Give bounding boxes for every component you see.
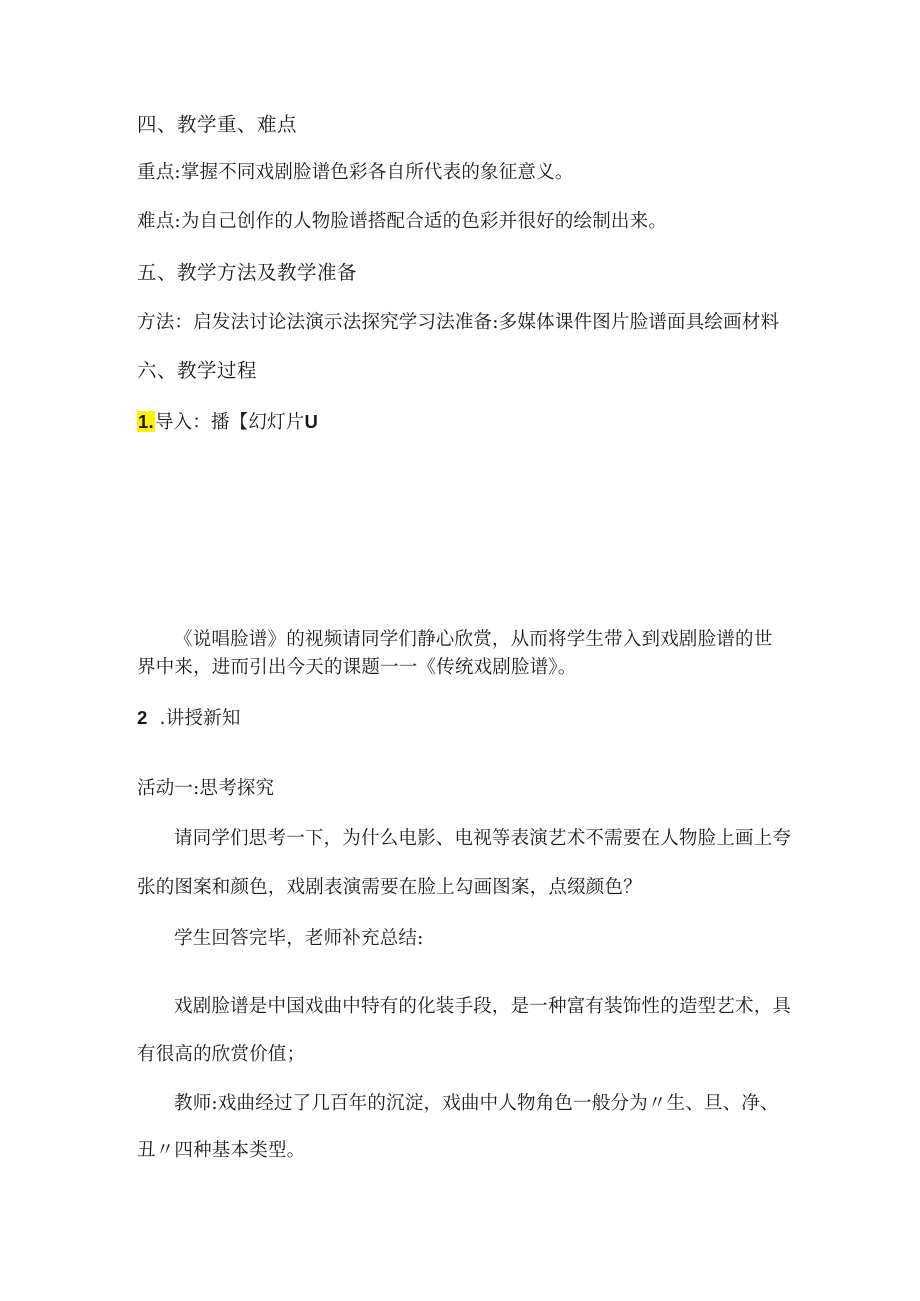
section-6-heading: 六、教学过程: [137, 359, 258, 382]
intro-paragraph-line-2: 界中来，进而引出今天的课题一一《传统戏剧脸谱》。: [137, 657, 577, 678]
activity-1-teacher-line-2: 丑〃四种基本类型。: [137, 1140, 306, 1161]
step-1-text: 导入：播【幻灯片: [154, 412, 305, 433]
step-1-line: [137, 410, 318, 435]
activity-1-title: 活动一:思考探究: [137, 778, 275, 799]
section-5-heading: 五、教学方法及教学准备: [137, 261, 358, 284]
step-1-tail: U: [304, 411, 319, 432]
step-2-line: [137, 706, 241, 731]
step-2-text: .讲授新知: [159, 708, 241, 729]
activity-1-teacher-line-1: 教师:戏曲经过了几百年的沉淀，戏曲中人物角色一般分为〃生、旦、净、: [174, 1093, 779, 1114]
activity-1-question-line-1: 请同学们思考一下，为什么电影、电视等表演艺术不需要在人物脸上画上夸: [174, 828, 792, 849]
activity-1-question-line-2: 张的图案和颜色，戏剧表演需要在脸上勾画图案，点缀颜色？: [137, 877, 642, 898]
activity-1-summary-line-1: 戏剧脸谱是中国戏曲中特有的化装手段，是一种富有装饰性的造型艺术，具: [174, 996, 792, 1017]
activity-1-summary-line-2: 有很高的欣赏价值；: [137, 1044, 306, 1065]
methods-text: 方法：启发法讨论法演示法探究学习法准备:多媒体课件图片脸谱面具绘画材料: [137, 312, 780, 333]
difficulty-text: 难点:为自己创作的人物脸谱搭配合适的色彩并很好的绘制出来。: [137, 211, 668, 232]
step-2-number: 2: [137, 707, 148, 728]
section-4-heading: 四、教学重、难点: [137, 113, 298, 136]
intro-paragraph-line-1: 《说唱脸谱》的视频请同学们静心欣赏，从而将学生带入到戏剧脸谱的世: [174, 629, 773, 650]
focus-text: 重点:掌握不同戏剧脸谱色彩各自所代表的象征意义。: [137, 162, 574, 183]
activity-1-summary-intro: 学生回答完毕，老师补充总结:: [174, 928, 424, 949]
step-1-number: 1.: [138, 411, 154, 432]
